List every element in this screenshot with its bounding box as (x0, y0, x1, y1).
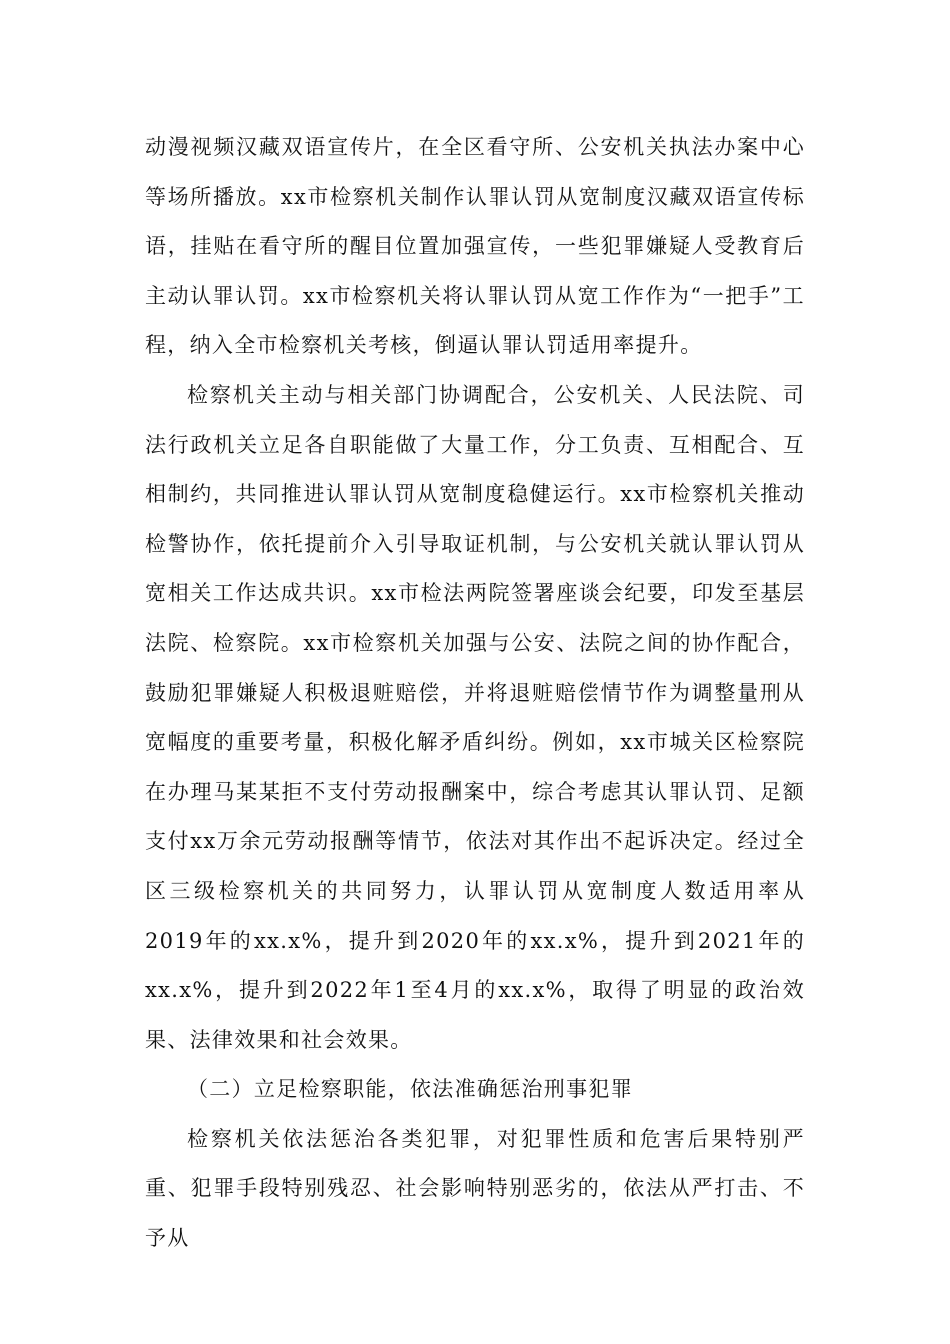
paragraph-continuation: 动漫视频汉藏双语宣传片，在全区看守所、公安机关执法办案中心等场所播放。xx市检察机关制作认罪认罚从宽制度汉藏双语宣传标语，挂贴在看守所的醒目位置加强宣传，一些犯罪嫌疑人受教育后主动认罪认罚。xx市检察机关将认罪认罚从宽工作作为“一把手”工程，纳入全市检察机关考核，倒逼认罪认罚适用率提升。 (145, 135, 805, 358)
section-heading: （二）立足检察职能，依法准确惩治刑事犯罪 (187, 1077, 633, 1102)
paragraph-punishment: 检察机关依法惩治各类犯罪，对犯罪性质和危害后果特别严重、犯罪手段特别残忍、社会影响特别恶劣的，依法从严打击、不予从 (145, 1126, 805, 1251)
paragraph-coordination: 检察机关主动与相关部门协调配合，公安机关、人民法院、司法行政机关立足各自职能做了大量工作，分工负责、互相配合、互相制约，共同推进认罪认罚从宽制度稳健运行。xx市检察机关推动检警协作，依托提前介入引导取证机制，与公安机关就认罪认罚从宽相关工作达成共识。xx市检法两院签署座谈会纪要，印发至基层法院、检察院。xx市检察机关加强与公安、法院之间的协作配合，鼓励犯罪嫌疑人积极退赃赔偿，并将退赃赔偿情节作为调整量刑从宽幅度的重要考量，积极化解矛盾纠纷。例如，xx市城关区检察院在办理马某某拒不支付劳动报酬案中，综合考虑其认罪认罚、足额支付xx万余元劳动报酬等情节，依法对其作出不起诉决定。经过全区三级检察机关的共同努力，认罪认罚从宽制度人数适用率从2019年的xx.x%，提升到2020年的xx.x%，提升到2021年的xx.x%，提升到2022年1至4月的xx.x%，取得了明显的政治效果、法律效果和社会效果。 (145, 382, 805, 1052)
document-body (145, 123, 805, 1264)
